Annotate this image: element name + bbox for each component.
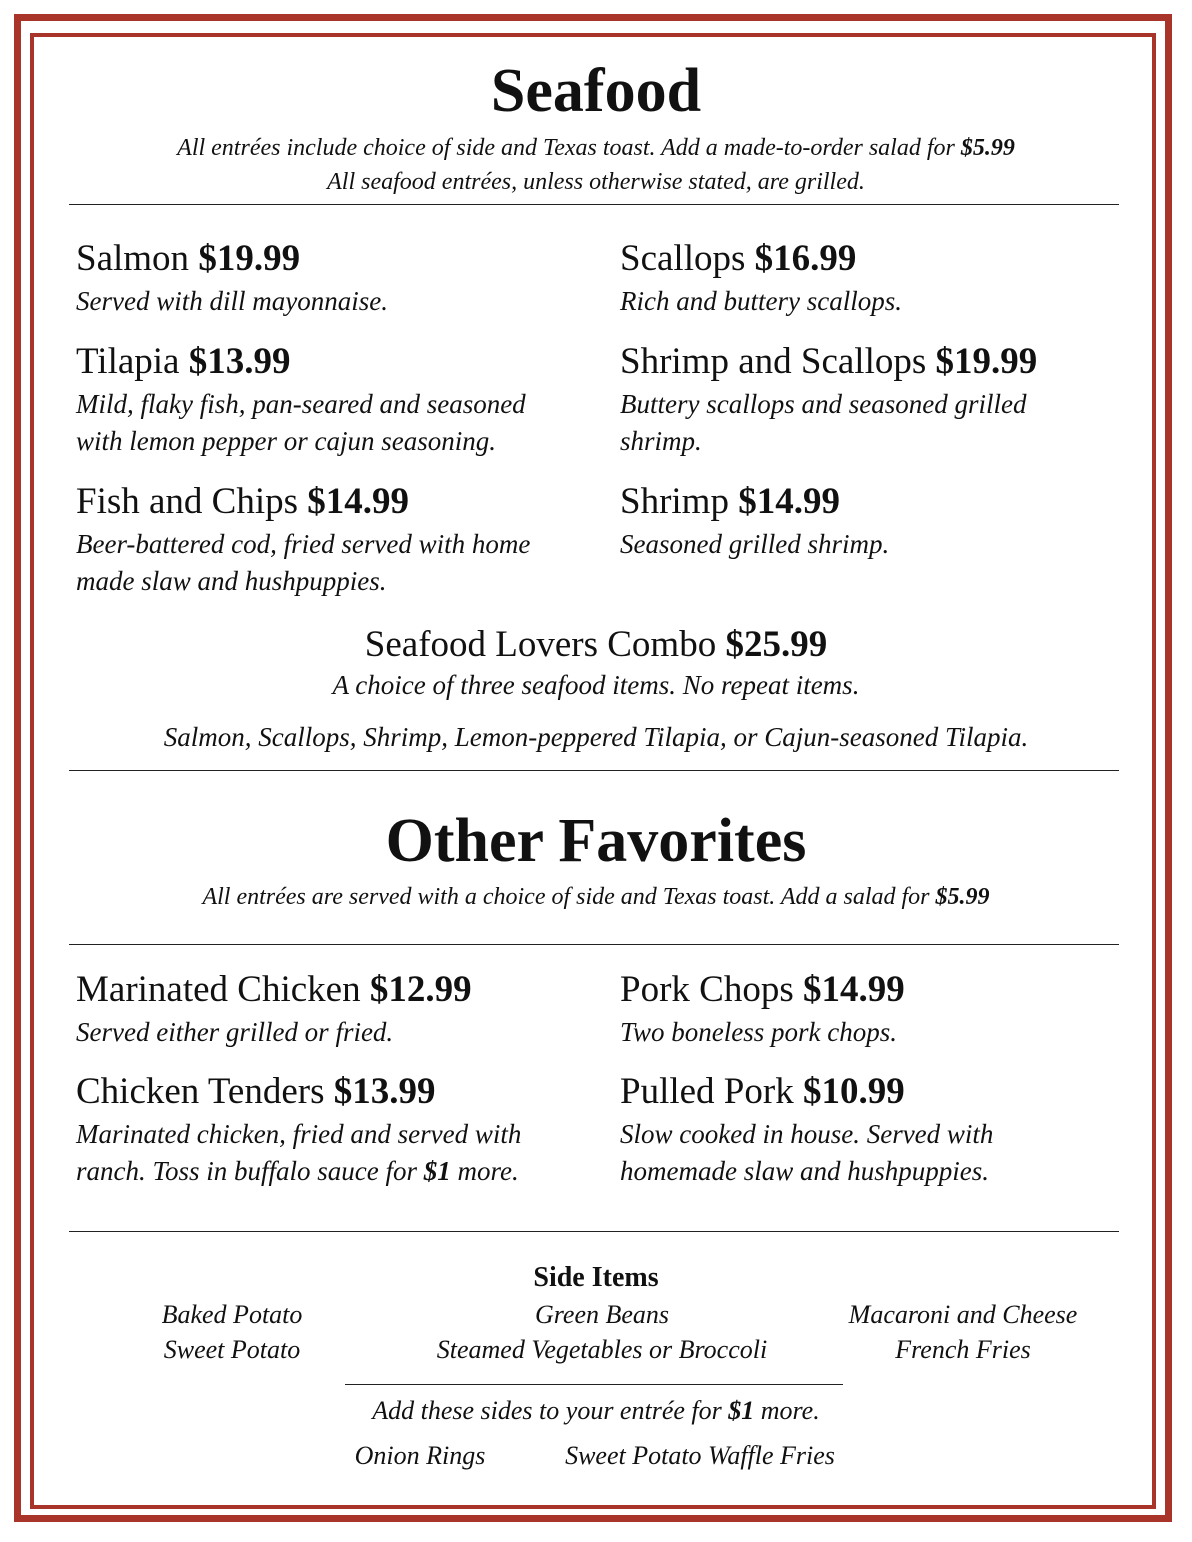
item-name: Shrimp: [620, 481, 739, 522]
item-description: homemade slaw and hushpuppies.: [620, 1156, 989, 1186]
upcharge-text: Add these sides to your entrée for: [372, 1396, 729, 1425]
combo-title: [0, 626, 1192, 663]
item-description: Marinated chicken, fried and served with: [76, 1119, 522, 1149]
item-description: Seasoned grilled shrimp.: [620, 529, 890, 559]
item-description: with lemon pepper or cajun seasoning.: [76, 426, 496, 456]
side-item: Macaroni and Cheese: [848, 1300, 1078, 1329]
item-name: Pork Chops: [620, 969, 803, 1010]
divider: [69, 204, 1119, 205]
menu-item: [76, 483, 596, 600]
item-title: [76, 240, 576, 277]
menu-item: [620, 483, 1120, 563]
menu-item: [76, 1073, 596, 1190]
item-name: Pulled Pork: [620, 1071, 803, 1112]
seafood-note-text: All entrées include choice of side and Texas toast. Add a made-to-order salad for: [177, 135, 961, 161]
item-price: $12.99: [369, 969, 472, 1010]
item-description: Mild, flaky fish, pan-seared and seasoned: [76, 389, 526, 419]
item-name: Marinated Chicken: [76, 969, 370, 1010]
item-price: $13.99: [188, 341, 291, 382]
item-description: Buttery scallops and seasoned grilled: [620, 389, 1027, 419]
item-title: [76, 343, 596, 380]
item-description: Rich and buttery scallops.: [620, 286, 902, 316]
item-description: made slaw and hushpuppies.: [76, 566, 387, 596]
item-price: $25.99: [725, 624, 828, 665]
item-title: [76, 1073, 596, 1110]
seafood-title: Seafood: [490, 57, 702, 125]
sides-column-2: [402, 1297, 802, 1367]
item-description: Beer-battered cod, fried served with home: [76, 529, 531, 559]
item-name: Shrimp and Scallops: [620, 341, 936, 382]
sides-column-1: [82, 1297, 382, 1367]
salad-price: $5.99: [960, 135, 1015, 161]
seafood-note-line1: [0, 131, 1192, 165]
item-name: Seafood Lovers Combo: [364, 624, 726, 665]
item-description: shrimp.: [620, 426, 702, 456]
seafood-note-line2: All seafood entrées, unless otherwise stated, are grilled.: [327, 169, 865, 195]
item-description: Served with dill mayonnaise.: [76, 286, 388, 316]
menu-item: [620, 1073, 1120, 1190]
item-title: [76, 971, 596, 1008]
divider: [345, 1384, 843, 1385]
item-description: [76, 1153, 596, 1190]
item-price: $14.99: [738, 481, 840, 522]
sides-upcharge-note: [0, 1393, 1192, 1428]
sides-column-3: [813, 1297, 1113, 1367]
combo-options: Salmon, Scallops, Shrimp, Lemon-peppered Tilapia, or Cajun-seasoned Tilapia.: [163, 722, 1029, 752]
item-price: $19.99: [198, 238, 301, 279]
item-title: [620, 483, 1120, 520]
item-price: $16.99: [754, 238, 857, 279]
buffalo-upcharge: $1: [423, 1156, 451, 1186]
side-item: French Fries: [895, 1335, 1031, 1364]
sides-title: Side Items: [533, 1262, 659, 1293]
item-title: [620, 1073, 1120, 1110]
upcharge-text: more.: [754, 1396, 820, 1425]
item-name: Fish and Chips: [76, 481, 308, 522]
item-description-text: ranch. Toss in buffalo sauce for: [76, 1156, 424, 1186]
side-item: Baked Potato: [161, 1300, 303, 1329]
item-description: Two boneless pork chops.: [620, 1017, 897, 1047]
menu-item: [76, 343, 596, 460]
item-name: Scallops: [620, 238, 755, 279]
item-name: Salmon: [76, 238, 199, 279]
side-item: Sweet Potato: [163, 1335, 301, 1364]
divider: [69, 770, 1119, 771]
favorites-note-text: All entrées are served with a choice of side and Texas toast. Add a salad for: [202, 884, 936, 910]
item-title: [620, 343, 1120, 380]
menu-item: [620, 343, 1120, 460]
menu-item: [620, 240, 1120, 320]
item-price: $13.99: [333, 1071, 436, 1112]
divider: [69, 1231, 1119, 1232]
item-title: [620, 971, 1120, 1008]
item-price: $14.99: [802, 969, 905, 1010]
item-name: Tilapia: [76, 341, 189, 382]
premium-side: Onion Rings: [354, 1441, 486, 1470]
item-description: Slow cooked in house. Served with: [620, 1119, 994, 1149]
menu-item: [76, 240, 576, 320]
divider: [69, 944, 1119, 945]
menu-item: [76, 971, 596, 1051]
salad-price: $5.99: [935, 884, 990, 910]
favorites-title: Other Favorites: [385, 807, 807, 875]
item-price: $14.99: [307, 481, 410, 522]
premium-side: Sweet Potato Waffle Fries: [565, 1441, 835, 1470]
item-description: Served either grilled or fried.: [76, 1017, 394, 1047]
item-title: [620, 240, 1120, 277]
side-item: Green Beans: [534, 1300, 670, 1329]
side-item: Steamed Vegetables or Broccoli: [436, 1335, 768, 1364]
item-price: $10.99: [802, 1071, 905, 1112]
item-price: $19.99: [935, 341, 1038, 382]
combo-description: A choice of three seafood items. No repeat items.: [332, 670, 860, 700]
item-title: [76, 483, 596, 520]
item-name: Chicken Tenders: [76, 1071, 334, 1112]
upcharge-price: $1: [728, 1396, 755, 1425]
favorites-note: [0, 880, 1192, 914]
menu-item: [620, 971, 1120, 1051]
item-description-text: more.: [450, 1156, 519, 1186]
